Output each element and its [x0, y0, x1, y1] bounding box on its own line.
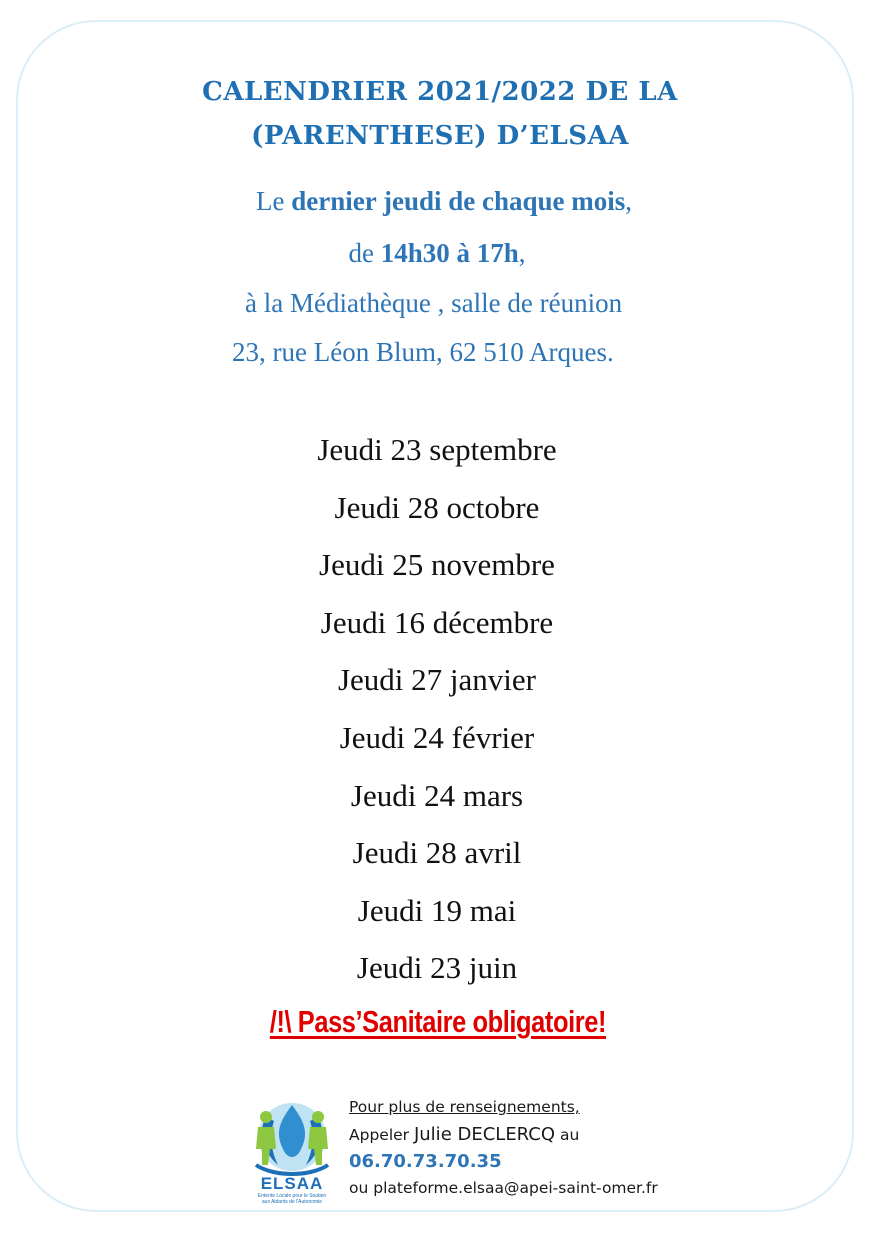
- contact-heading: Pour plus de renseignements,: [349, 1098, 580, 1116]
- contact-name: Julie DECLERCQ: [413, 1124, 556, 1145]
- address-line: 23, rue Léon Blum, 62 510 Arques.: [232, 337, 614, 367]
- date-item: Jeudi 19 mai: [357, 892, 517, 928]
- health-pass-warning: /!\ Pass’Sanitaire obligatoire!: [269, 1004, 606, 1039]
- contact-block: [349, 1094, 658, 1202]
- contact-call-line: [349, 1121, 658, 1148]
- date-item: Jeudi 27 janvier: [337, 662, 536, 698]
- schedule-day: dernier jeudi de chaque mois: [291, 186, 626, 216]
- title-line-1: CALENDRIER 2021/2022 DE LA: [202, 77, 678, 107]
- call-suffix: au: [555, 1126, 580, 1144]
- time-suffix: ,: [518, 238, 526, 268]
- date-item: Jeudi 23 septembre: [317, 432, 557, 467]
- schedule-line: [0, 186, 874, 217]
- schedule-suffix: ,: [625, 186, 632, 216]
- date-item: Jeudi 28 avril: [352, 835, 522, 871]
- time-prefix: de: [348, 238, 381, 268]
- date-item: Jeudi 23 juin: [356, 950, 518, 986]
- call-prefix: Appeler: [349, 1126, 414, 1144]
- location-line: à la Médiathèque , salle de réunion: [245, 288, 623, 318]
- date-item: Jeudi 24 mars: [350, 777, 524, 813]
- page-title: [60, 70, 820, 158]
- date-item: Jeudi 24 février: [339, 719, 535, 755]
- elsaa-logo: [244, 1087, 340, 1207]
- date-item: Jeudi 16 décembre: [320, 604, 554, 640]
- contact-phone[interactable]: 06.70.73.70.35: [349, 1151, 502, 1172]
- contact-email[interactable]: ou plateforme.elsaa@apei-saint-omer.fr: [349, 1179, 658, 1197]
- time-range: 14h30 à 17h: [380, 238, 519, 268]
- date-item: Jeudi 25 novembre: [319, 547, 555, 583]
- time-line: [0, 238, 874, 269]
- logo-tagline-2: aux Aidants de l'Autonomie: [261, 1199, 323, 1205]
- schedule-prefix: Le: [256, 186, 292, 216]
- date-item: Jeudi 28 octobre: [334, 489, 540, 525]
- logo-tagline-1: Entente Locale pour le Soutien: [257, 1193, 327, 1199]
- date-list: [0, 428, 874, 1004]
- title-line-2: (PARENTHESE) D’ELSAA: [251, 121, 629, 151]
- logo-text: ELSAA: [260, 1174, 324, 1193]
